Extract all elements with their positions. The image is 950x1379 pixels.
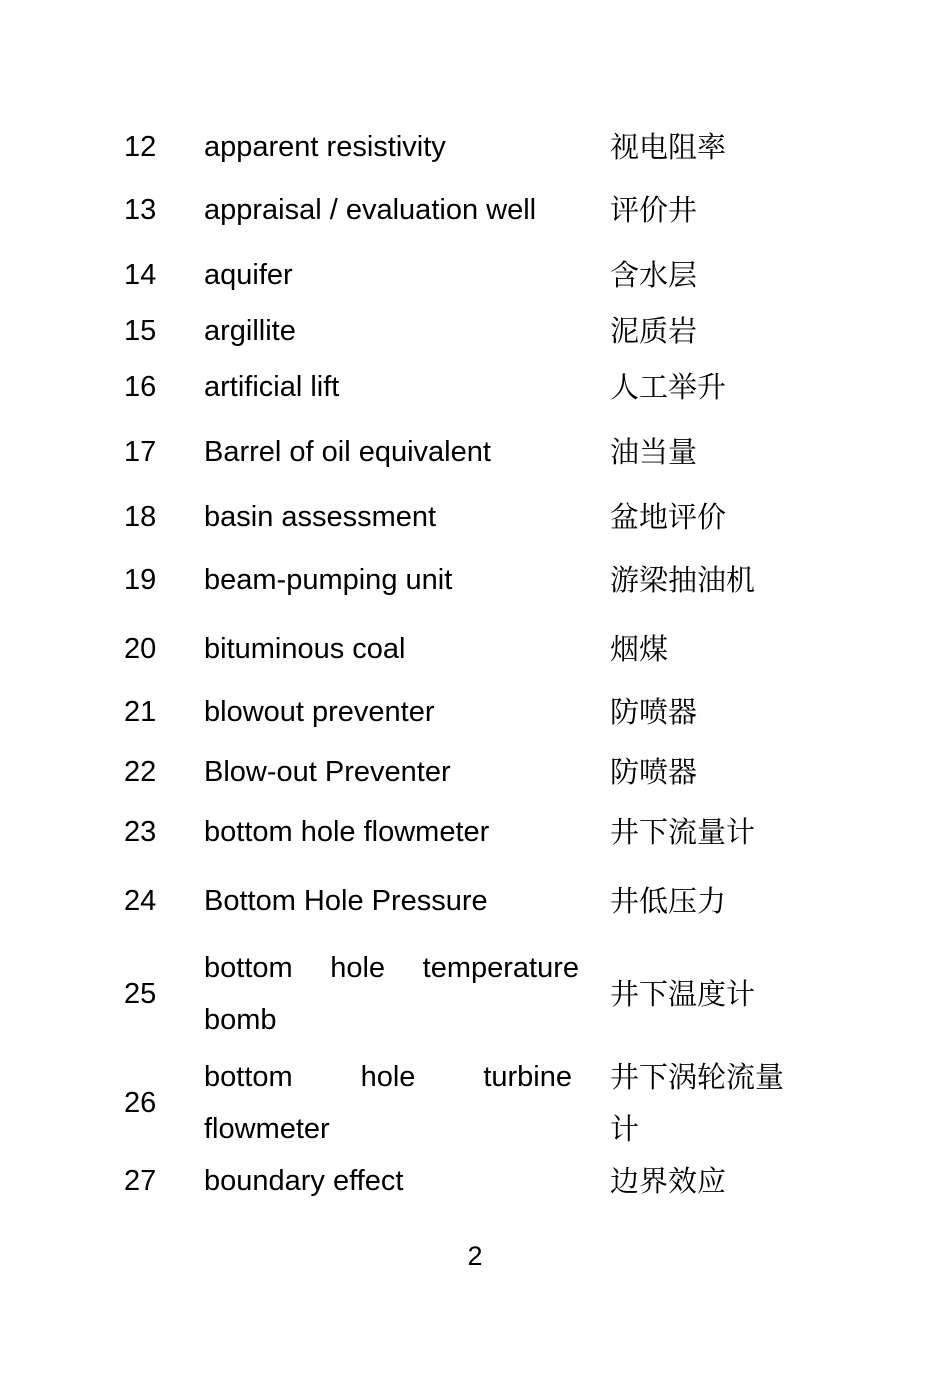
entry-chinese-term: 泥质岩 (610, 314, 698, 348)
entry-chinese-term: 井下流量计 (610, 815, 756, 849)
entry-english-term: bottom hole turbine flowmeter (204, 1061, 572, 1145)
glossary-entry-18 (0, 491, 950, 543)
glossary-entry-15 (0, 305, 950, 357)
entry-number: 16 (124, 371, 157, 403)
entry-chinese-term: 防喷器 (610, 695, 698, 729)
entry-english-term: Barrel of oil equivalent (204, 436, 491, 468)
entry-english-term: bottom hole flowmeter (204, 816, 490, 848)
entry-english-term: artificial lift (204, 371, 340, 403)
glossary-entry-16 (0, 361, 950, 413)
glossary-entry-13 (0, 184, 950, 236)
entry-english-term: boundary effect (204, 1165, 404, 1197)
glossary-entry-14 (0, 249, 950, 301)
entry-number: 15 (124, 315, 157, 347)
entry-chinese-term: 人工举升 (610, 370, 727, 404)
entry-chinese-term: 游梁抽油机 (610, 563, 756, 597)
entry-english-term: bituminous coal (204, 633, 406, 665)
entry-english-term: Bottom Hole Pressure (204, 885, 488, 917)
glossary-entry-21 (0, 686, 950, 738)
entry-number: 17 (124, 436, 157, 468)
entry-number: 12 (124, 131, 157, 163)
entry-number: 13 (124, 194, 157, 226)
entry-english-term: Blow-out Preventer (204, 756, 451, 788)
entry-chinese-term: 井低压力 (610, 884, 727, 918)
glossary-entry-19 (0, 554, 950, 606)
entry-chinese-term: 防喷器 (610, 755, 698, 789)
entry-english-term: bottom hole temperature bomb (204, 952, 579, 1036)
entry-number: 18 (124, 501, 157, 533)
entry-number: 14 (124, 259, 157, 291)
entry-number: 26 (124, 1087, 157, 1119)
entry-chinese-term: 视电阻率 (610, 130, 727, 164)
glossary-entry-26 (0, 1051, 950, 1155)
glossary-entry-20 (0, 623, 950, 675)
entry-number: 20 (124, 633, 157, 665)
entry-chinese-term: 油当量 (610, 435, 698, 469)
entry-english-term: argillite (204, 315, 296, 347)
entry-english-term: basin assessment (204, 501, 437, 533)
entry-number: 19 (124, 564, 157, 596)
entry-number: 23 (124, 816, 157, 848)
entry-english-term: apparent resistivity (204, 131, 446, 163)
entry-chinese-term: 评价井 (610, 193, 698, 227)
entry-chinese-term: 井下温度计 (610, 977, 756, 1011)
glossary-entry-22 (0, 746, 950, 798)
entry-chinese-term: 含水层 (610, 258, 698, 292)
entry-chinese-term: 烟煤 (610, 632, 669, 666)
entry-chinese-term: 井下涡轮流量计 (610, 1060, 785, 1146)
glossary-entry-27 (0, 1155, 950, 1207)
entry-number: 24 (124, 885, 157, 917)
entry-english-term: appraisal / evaluation well (204, 194, 537, 226)
entry-english-term: aquifer (204, 259, 293, 291)
entry-number: 25 (124, 978, 157, 1010)
entry-english-term: beam-pumping unit (204, 564, 453, 596)
glossary-entry-12 (0, 121, 950, 173)
entry-number: 22 (124, 756, 157, 788)
glossary-entry-24 (0, 875, 950, 927)
glossary-entry-17 (0, 426, 950, 478)
entry-number: 27 (124, 1165, 157, 1197)
entry-english-term: blowout preventer (204, 696, 435, 728)
glossary-entry-23 (0, 806, 950, 858)
entry-number: 21 (124, 696, 157, 728)
page-number: 2 (467, 1241, 483, 1271)
glossary-entry-25 (0, 942, 950, 1046)
entry-chinese-term: 边界效应 (610, 1164, 727, 1198)
entry-chinese-term: 盆地评价 (610, 500, 727, 534)
